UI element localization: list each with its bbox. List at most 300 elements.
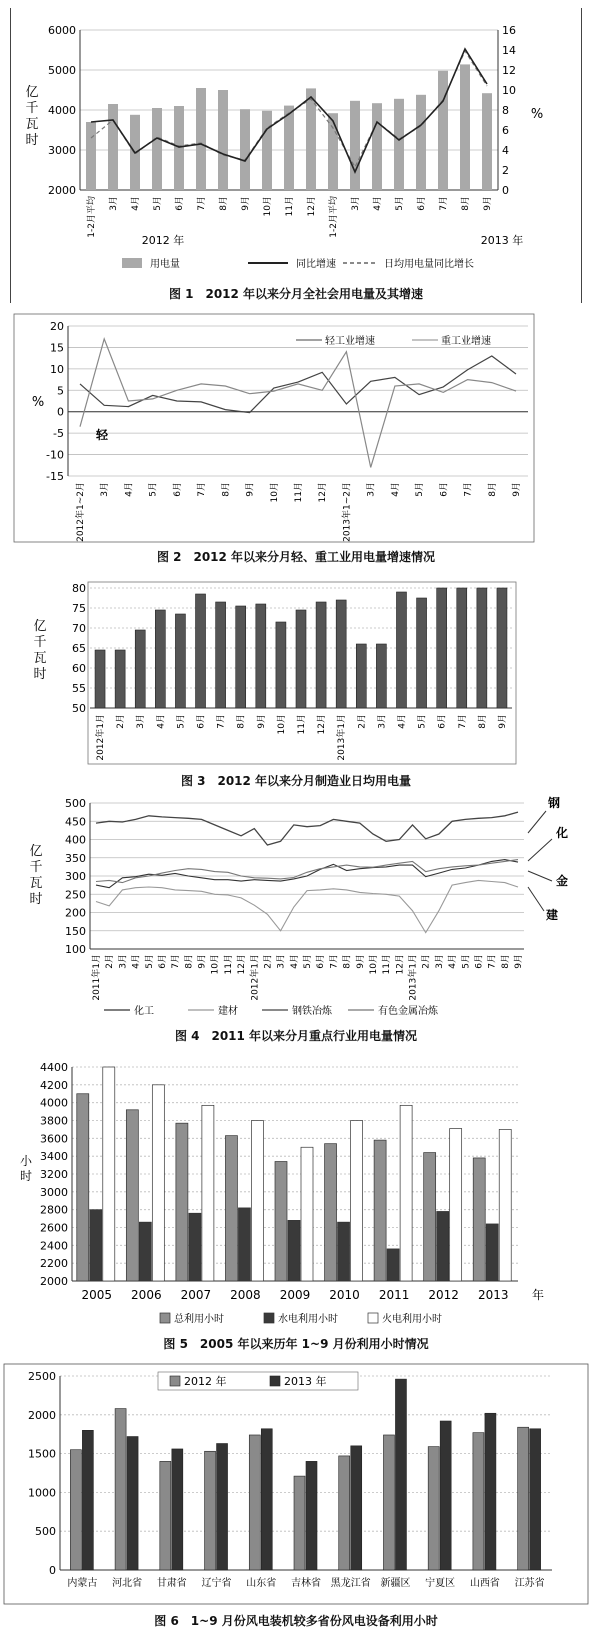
c4-x-tick-label: 2月: [105, 954, 116, 969]
c1-x-tick-label: 1-2月平均: [87, 196, 97, 238]
c1-bar: [394, 99, 404, 190]
c2-line-heavy-industry: [80, 339, 516, 468]
c6-y-tick-label: 500: [35, 1525, 56, 1539]
c4-x-tick-label: 6月: [316, 954, 327, 969]
c5-x-tick-label: 2013: [477, 1288, 509, 1302]
c3-x-tick-label: 2月: [357, 714, 368, 729]
c4-x-tick-label: 2012年1月: [250, 954, 261, 1001]
c2-x-tick-label: 4月: [390, 482, 401, 497]
c1-ylabel: 时: [25, 133, 39, 148]
c4-x-tick-label: 5月: [303, 954, 313, 969]
c2-x-tick-label: 9月: [245, 482, 256, 497]
c3-x-tick-label: 11月: [297, 714, 307, 735]
c1-y2-tick-label: 16: [502, 24, 516, 37]
c5-legend-label: 火电利用小时: [382, 1314, 442, 1325]
c5-bar-hydro: [486, 1224, 498, 1281]
c6-y-tick-label: 0: [49, 1564, 56, 1577]
c2-x-tick-label: 7月: [463, 482, 474, 497]
c3-ylabel: 时: [33, 667, 47, 682]
c1-y-tick-label: 6000: [48, 24, 76, 37]
c1-x-tick-label: 4月: [373, 196, 383, 211]
c2-x-tick-label: 8月: [487, 482, 498, 497]
chart4-svg: [0, 795, 592, 1023]
c1-bar: [372, 103, 382, 190]
c6-bar-2012: [294, 1476, 305, 1570]
c5-bar-thermal: [202, 1105, 214, 1281]
c2-y-tick-label: -5: [53, 427, 64, 441]
c3-x-tick-label: 10月: [276, 714, 287, 735]
c6-y-tick-label: 1000: [28, 1486, 56, 1500]
c3-bar: [216, 602, 226, 708]
c3-x-tick-label: 4月: [397, 714, 408, 729]
c1-bar: [218, 90, 228, 190]
c3-bar: [316, 602, 326, 708]
c4-x-tick-label: 5月: [461, 954, 472, 969]
c6-x-tick-label: 新疆区: [380, 1578, 411, 1589]
c1-y-tick-label: 2000: [48, 184, 76, 197]
c1-bar: [152, 108, 162, 190]
chart1-svg: [0, 8, 592, 288]
c2-x-tick-label: 6月: [439, 482, 450, 497]
c5-bar-thermal: [251, 1121, 263, 1282]
chart2-svg: [0, 312, 592, 544]
c6-bar-2012: [473, 1433, 484, 1570]
c6-bar-2012: [428, 1447, 439, 1570]
c2-x-tick-label: 5月: [148, 482, 159, 497]
c6-bar-2013: [395, 1379, 406, 1570]
left-rule: [10, 8, 11, 303]
c5-bar-total: [275, 1162, 287, 1281]
c3-bar: [175, 614, 185, 708]
c4-end-pointer: [528, 839, 552, 861]
c3-bar: [336, 600, 346, 708]
c3-y-tick-label: 80: [72, 582, 86, 595]
c3-y-tick-label: 55: [72, 682, 86, 695]
c3-x-tick-label: 3月: [136, 714, 147, 729]
c1-legend-swatch-bar: [122, 258, 142, 268]
c1-legend-label: 同比增速: [296, 259, 336, 270]
c5-bar-total: [473, 1158, 485, 1281]
c5-bar-total: [77, 1094, 89, 1281]
c5-y-tick-label: 3400: [40, 1150, 68, 1164]
c1-bar: [262, 111, 272, 190]
c1-year-label: 2012 年: [141, 234, 185, 247]
c6-bar-2012: [249, 1435, 260, 1570]
c6-bar-2013: [82, 1430, 93, 1570]
c6-legend-label: 2012 年: [184, 1375, 227, 1388]
c5-bar-hydro: [437, 1211, 449, 1281]
c6-x-tick-label: 河北省: [112, 1578, 143, 1589]
c4-y-tick-label: 150: [65, 924, 86, 938]
chart1-caption: 图 1 2012 年以来分月全社会用电量及其增速: [168, 287, 424, 301]
c1-bar: [460, 64, 470, 190]
chart3-caption: 图 3 2012 年以来分月制造业日均用电量: [180, 774, 412, 788]
c3-x-tick-label: 5月: [417, 714, 428, 729]
c1-x-tick-label: 5月: [395, 196, 405, 211]
c3-x-tick-label: 8月: [236, 714, 247, 729]
c1-bar: [86, 122, 96, 190]
c4-end-pointer: [528, 887, 544, 911]
c3-x-tick-label: 9月: [256, 714, 267, 729]
c4-x-tick-label: 11月: [382, 954, 393, 975]
c2-x-tick-label: 10月: [269, 482, 280, 503]
c5-bar-thermal: [351, 1121, 363, 1282]
c1-x-tick-label: 12月: [307, 196, 317, 217]
c5-y-tick-label: 2800: [40, 1203, 68, 1217]
c5-y-tick-label: 3000: [40, 1185, 68, 1199]
c4-legend-label: 钢铁冶炼: [292, 1006, 332, 1017]
c6-bar-2013: [261, 1429, 272, 1570]
c1-y2-tick-label: 0: [502, 184, 509, 197]
c3-bar: [437, 588, 447, 708]
c4-x-tick-label: 2013年1月: [408, 954, 419, 1001]
c1-y2-tick-label: 8: [502, 104, 509, 117]
c4-y-tick-label: 350: [65, 851, 86, 865]
c4-x-tick-label: 11月: [223, 954, 234, 975]
c5-bar-hydro: [387, 1249, 399, 1281]
c2-x-tick-label: 3月: [366, 482, 377, 497]
c2-x-tick-label: 7月: [197, 482, 208, 497]
c1-x-tick-label: 6月: [175, 196, 185, 211]
c5-bar-total: [325, 1144, 337, 1281]
c2-x-tick-label: 12月: [318, 482, 329, 503]
c5-bar-hydro: [238, 1208, 250, 1281]
c1-bar: [284, 106, 294, 190]
c4-end-label-steel: 钢: [548, 796, 561, 810]
c4-y-tick-label: 100: [65, 943, 86, 956]
c3-y-tick-label: 65: [72, 642, 86, 655]
c6-legend-swatch: [170, 1376, 180, 1386]
c4-y-tick-label: 500: [65, 797, 86, 810]
c2-y-tick-label: -10: [46, 448, 64, 462]
c2-x-tick-label: 5月: [415, 482, 426, 497]
c6-bar-2012: [339, 1456, 350, 1570]
c3-x-tick-label: 12月: [317, 714, 328, 735]
c6-x-tick-label: 甘肃省: [156, 1578, 187, 1589]
c6-x-tick-label: 山东省: [246, 1578, 277, 1589]
chart3-svg: [0, 578, 592, 768]
c5-x-tick-label: 2006: [131, 1288, 162, 1302]
c5-bar-thermal: [103, 1067, 115, 1281]
c3-bar: [376, 644, 386, 708]
c6-bar-2013: [127, 1437, 138, 1570]
c3-x-tick-label: 6月: [196, 714, 207, 729]
c5-x-tick-label: 2012: [428, 1288, 459, 1302]
c5-x-tick-label: 2011: [378, 1288, 410, 1302]
c4-x-tick-label: 4月: [289, 954, 300, 969]
c3-y-tick-label: 60: [72, 662, 86, 675]
c1-x-tick-label: 8月: [219, 196, 229, 211]
c5-legend-swatch: [264, 1313, 274, 1323]
c4-end-pointer: [528, 871, 552, 881]
c5-legend-swatch: [160, 1313, 170, 1323]
c2-x-tick-label: 11月: [294, 482, 304, 503]
c6-x-tick-label: 黑龙江省: [330, 1578, 371, 1589]
c4-line-nonferrous: [96, 860, 518, 883]
c1-y2-tick-label: 4: [502, 144, 509, 157]
c6-y-tick-label: 2500: [28, 1370, 56, 1383]
c4-legend-label: 建材: [218, 1006, 238, 1017]
c6-bar-2013: [485, 1413, 496, 1570]
c4-end-label-nonferrous: 金: [556, 874, 569, 888]
chart5-svg: [0, 1057, 592, 1333]
c2-x-tick-label: 2013年1~2月: [342, 482, 353, 542]
c3-bar: [276, 622, 286, 708]
c5-y-tick-label: 3200: [40, 1168, 68, 1181]
c6-bar-2013: [306, 1461, 317, 1570]
c6-legend-swatch: [270, 1376, 280, 1386]
c4-x-tick-label: 5月: [144, 954, 155, 969]
c2-y-tick-label: 20: [50, 320, 64, 333]
c4-ylabel: 瓦: [29, 876, 43, 891]
c5-bar-total: [176, 1123, 188, 1281]
c4-x-tick-label: 8月: [342, 954, 353, 969]
c5-legend-label: 总利用小时: [174, 1314, 224, 1325]
c4-x-tick-label: 4月: [131, 954, 142, 969]
c1-bar: [482, 93, 492, 190]
c5-y-tick-label: 2200: [40, 1257, 68, 1271]
c5-bar-thermal: [301, 1147, 313, 1281]
c1-x-tick-label: 10月: [263, 196, 273, 217]
c3-x-tick-label: 9月: [497, 714, 508, 729]
c6-x-tick-label: 吉林省: [291, 1578, 321, 1589]
c1-bar: [240, 109, 250, 190]
c1-x-tick-label: 1-2月平均: [329, 196, 339, 238]
c3-bar: [296, 610, 306, 708]
c1-y-tick-label: 4000: [48, 104, 76, 117]
c4-ylabel: 时: [29, 892, 43, 907]
c1-bar: [350, 101, 360, 190]
chart3-panel: [0, 578, 592, 793]
c4-x-tick-label: 6月: [157, 954, 168, 969]
c1-x-tick-label: 5月: [153, 196, 163, 211]
c5-y-tick-label: 3600: [40, 1132, 68, 1146]
c4-end-label-building: 建: [546, 908, 559, 922]
chart6-caption: 图 6 1~9 月份风电装机较多省份风电设备利用小时: [154, 1614, 438, 1628]
c2-x-tick-label: 4月: [124, 482, 135, 497]
c5-xlabel: 年: [532, 1288, 545, 1302]
c2-annotation: 轻: [96, 428, 109, 442]
c3-x-tick-label: 7月: [216, 714, 227, 729]
c3-bar: [115, 650, 125, 708]
right-rule: [581, 8, 582, 303]
c4-x-tick-label: 9月: [355, 954, 366, 969]
c4-ylabel: 千: [29, 860, 43, 875]
c6-bar-2013: [217, 1444, 228, 1570]
c5-y-tick-label: 4000: [40, 1096, 68, 1110]
c4-y-tick-label: 200: [65, 906, 86, 920]
c4-y-tick-label: 250: [65, 888, 86, 902]
c5-legend-label: 水电利用小时: [278, 1314, 338, 1325]
c1-y2label: %: [530, 107, 544, 122]
c1-ylabel: 亿: [25, 85, 39, 100]
c1-x-tick-label: 3月: [109, 196, 119, 211]
c1-x-tick-label: 3月: [351, 196, 361, 211]
chart5-caption: 图 5 2005 年以来历年 1~9 月份利用小时情况: [163, 1337, 429, 1351]
c5-bar-total: [126, 1110, 138, 1281]
c1-x-tick-label: 8月: [461, 196, 471, 211]
c4-x-tick-label: 2月: [421, 954, 432, 969]
c6-x-tick-label: 江苏省: [514, 1578, 545, 1589]
c1-bar: [328, 113, 338, 190]
c6-y-tick-label: 2000: [28, 1408, 56, 1422]
c3-bar: [95, 650, 105, 708]
c1-bar: [108, 104, 118, 190]
c4-x-tick-label: 2月: [263, 954, 274, 969]
c5-bar-thermal: [152, 1085, 164, 1281]
c2-x-tick-label: 9月: [512, 482, 522, 497]
c1-bar: [438, 71, 448, 190]
c2-y-tick-label: 10: [50, 362, 64, 376]
c3-ylabel: 千: [33, 635, 47, 650]
c1-x-tick-label: 11月: [285, 196, 295, 217]
chart4-caption: 图 4 2011 年以来分月重点行业用电量情况: [174, 1029, 418, 1043]
c2-y-tick-label: 15: [50, 341, 64, 355]
c6-bar-2013: [172, 1449, 183, 1570]
c6-bar-2012: [383, 1435, 394, 1570]
c6-bar-2013: [440, 1421, 451, 1570]
c5-y-tick-label: 2000: [40, 1275, 68, 1288]
c1-y2-tick-label: 12: [502, 64, 516, 77]
c5-ylabel: 小: [19, 1154, 33, 1168]
c4-x-tick-label: 10月: [368, 954, 379, 975]
c4-y-tick-label: 450: [65, 815, 86, 829]
c5-y-tick-label: 2600: [40, 1221, 68, 1235]
c4-x-tick-label: 8月: [500, 954, 511, 969]
c4-x-tick-label: 9月: [197, 954, 208, 969]
c3-bar: [196, 594, 206, 708]
c5-bar-thermal: [450, 1129, 462, 1281]
c3-bar: [477, 588, 487, 708]
c3-x-tick-label: 3月: [377, 714, 388, 729]
c5-x-tick-label: 2008: [230, 1288, 261, 1302]
c3-bar: [155, 610, 165, 708]
c4-x-tick-label: 7月: [487, 954, 498, 969]
c5-bar-thermal: [400, 1105, 412, 1281]
c4-legend-label: 化工: [134, 1006, 154, 1017]
c3-bar: [457, 588, 467, 708]
c2-frame: [14, 314, 534, 542]
c3-x-tick-label: 2月: [116, 714, 127, 729]
c4-x-tick-label: 7月: [171, 954, 182, 969]
c5-y-tick-label: 4200: [40, 1078, 68, 1092]
c4-ylabel: 亿: [29, 844, 43, 859]
c2-legend-label: 重工业增速: [441, 336, 491, 347]
c3-bar: [417, 598, 427, 708]
c2-x-tick-label: 6月: [172, 482, 183, 497]
c5-y-tick-label: 4400: [40, 1061, 68, 1074]
c4-end-pointer: [528, 811, 546, 833]
c5-bar-hydro: [139, 1222, 151, 1281]
c6-bar-2013: [530, 1429, 541, 1570]
c3-bar: [256, 604, 266, 708]
c3-y-tick-label: 50: [72, 702, 86, 715]
c6-bar-2012: [518, 1427, 529, 1570]
c1-y2-tick-label: 6: [502, 124, 509, 137]
c4-x-tick-label: 8月: [184, 954, 195, 969]
c5-ylabel: 时: [19, 1169, 33, 1183]
c3-x-tick-label: 5月: [176, 714, 187, 729]
c4-x-tick-label: 3月: [118, 954, 129, 969]
chart1-panel: [0, 8, 592, 308]
c5-bar-hydro: [288, 1220, 300, 1281]
c4-x-tick-label: 10月: [210, 954, 221, 975]
c3-x-tick-label: 4月: [156, 714, 167, 729]
c3-x-tick-label: 6月: [437, 714, 448, 729]
c3-bar: [236, 606, 246, 708]
c5-bar-hydro: [90, 1210, 102, 1281]
c4-line-steel: [96, 812, 518, 845]
c2-ylabel: %: [31, 395, 45, 410]
c6-bar-2012: [115, 1409, 126, 1570]
c1-y-tick-label: 5000: [48, 64, 76, 77]
c4-x-tick-label: 4月: [448, 954, 459, 969]
c4-x-tick-label: 3月: [434, 954, 445, 969]
chart5-panel: [0, 1057, 592, 1357]
c5-x-tick-label: 2010: [329, 1288, 360, 1302]
c3-y-tick-label: 75: [72, 602, 86, 615]
c1-x-tick-label: 7月: [439, 196, 449, 211]
c3-x-tick-label: 8月: [477, 714, 488, 729]
c1-x-tick-label: 7月: [197, 196, 207, 211]
c6-x-tick-label: 宁夏区: [425, 1578, 456, 1589]
c5-bar-thermal: [499, 1129, 511, 1281]
c1-y2-tick-label: 10: [502, 84, 516, 97]
c6-bar-2012: [70, 1450, 81, 1570]
c6-x-tick-label: 山西省: [469, 1578, 500, 1589]
c5-x-tick-label: 2007: [180, 1288, 212, 1302]
c2-x-tick-label: 2012年1~2月: [76, 482, 86, 542]
c2-x-tick-label: 3月: [100, 482, 111, 497]
c1-bar: [416, 95, 426, 190]
c1-ylabel: 千: [25, 101, 39, 116]
c1-y2-tick-label: 14: [502, 44, 516, 57]
c1-x-tick-label: 9月: [241, 196, 251, 211]
c2-y-tick-label: 5: [57, 384, 64, 398]
c4-x-tick-label: 7月: [329, 954, 340, 969]
c3-bar: [497, 588, 507, 708]
c2-x-tick-label: 8月: [221, 482, 232, 497]
c1-x-tick-label: 4月: [131, 196, 141, 211]
c5-y-tick-label: 3800: [40, 1114, 68, 1128]
c2-y-tick-label: 0: [57, 405, 64, 419]
c5-x-tick-label: 2005: [81, 1288, 113, 1302]
c5-bar-total: [374, 1140, 386, 1281]
c3-ylabel: 亿: [33, 619, 47, 634]
c6-bar-2013: [351, 1446, 362, 1570]
c1-legend-label: 用电量: [150, 259, 180, 270]
chart2-caption: 图 2 2012 年以来分月轻、重工业用电量增速情况: [156, 550, 436, 564]
c1-bar: [196, 88, 206, 190]
c5-bar-total: [225, 1136, 237, 1281]
c5-bar-hydro: [338, 1222, 350, 1281]
c4-x-tick-label: 12月: [237, 954, 248, 975]
c1-bar: [174, 106, 184, 190]
chart2-panel: [0, 312, 592, 572]
c6-x-tick-label: 内蒙古: [67, 1578, 98, 1589]
c4-y-tick-label: 400: [65, 833, 86, 847]
c6-bar-2012: [160, 1461, 171, 1570]
c3-x-tick-label: 2013年1月: [337, 714, 348, 761]
c3-bar: [356, 644, 366, 708]
c1-y-tick-label: 3000: [48, 144, 76, 157]
c4-end-label-chemical: 化: [556, 826, 569, 840]
c3-bar: [396, 592, 406, 708]
c1-x-tick-label: 6月: [417, 196, 427, 211]
c4-y-tick-label: 300: [65, 870, 86, 883]
c5-x-tick-label: 2009: [279, 1288, 311, 1302]
c6-bar-2012: [205, 1451, 216, 1570]
